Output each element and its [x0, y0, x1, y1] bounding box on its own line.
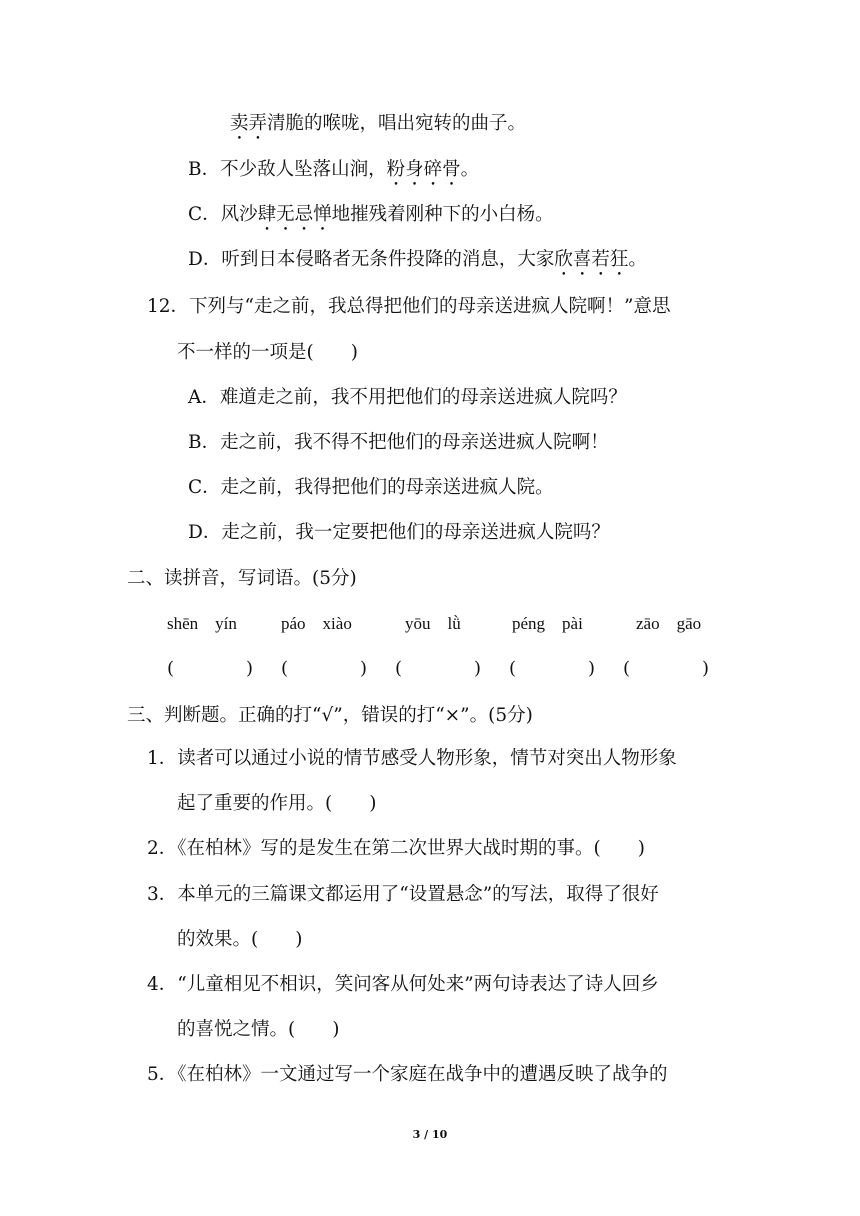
q12-option-b: B．走之前，我不得不把他们的母亲送进疯人院啊！: [188, 432, 609, 453]
q12-option-c: C．走之前，我得把他们的母亲送进疯人院。: [188, 477, 554, 498]
q12-stem-line1: 12．下列与“走之前，我总得把他们的母亲送进疯人院啊！”意思: [147, 296, 671, 317]
pinyin-2: páo xiào: [281, 614, 352, 633]
q12-stem-line2: 不一样的一项是( ): [177, 342, 358, 363]
section-2-title: 二、读拼音，写词语。(5分): [127, 568, 357, 589]
q11-option-a-tail: 卖弄清脆的喉咙，唱出宛转的曲子。: [230, 113, 527, 134]
q12-option-d: D．走之前，我一定要把他们的母亲送进疯人院吗？: [188, 522, 610, 543]
answer-blank-5[interactable]: ( ): [623, 658, 710, 679]
q11-option-b: B．不少敌人坠落山涧，粉身碎骨。: [188, 159, 480, 180]
emphasized-word: 欣喜若狂: [554, 249, 629, 270]
judge-1-line2: 起了重要的作用。( ): [177, 793, 377, 814]
emphasized-word: 肆无忌惮: [257, 204, 332, 225]
page-number: 3 / 10: [412, 1128, 448, 1141]
answer-blank-4[interactable]: ( ): [509, 658, 596, 679]
answer-blank-2[interactable]: ( ): [281, 658, 368, 679]
section-3-title: 三、判断题。正确的打“√”，错误的打“×”。(5分): [127, 705, 533, 726]
pinyin-1: shēn yín: [167, 614, 237, 633]
pinyin-3: yōu lǜ: [405, 614, 461, 633]
judge-2: 2．《在柏林》写的是发生在第二次世界大战时期的事。( ): [147, 838, 645, 859]
emphasized-word: 粉身碎骨: [386, 159, 461, 180]
judge-1-line1: 1．读者可以通过小说的情节感受人物形象，情节对突出人物形象: [147, 748, 677, 769]
pinyin-4: péng pài: [512, 614, 583, 633]
judge-3-line2: 的效果。( ): [177, 929, 303, 950]
judge-5-line1: 5．《在柏林》一文通过写一个家庭在战争中的遭遇反映了战争的: [147, 1064, 668, 1085]
q11-option-d: D．听到日本侵略者无条件投降的消息，大家欣喜若狂。: [188, 249, 647, 270]
answer-blank-3[interactable]: ( ): [395, 658, 482, 679]
judge-4-line2: 的喜悦之情。( ): [177, 1019, 340, 1040]
pinyin-5: zāo gāo: [636, 614, 702, 633]
judge-4-line1: 4．“儿童相见不相识，笑问客从何处来”两句诗表达了诗人回乡: [147, 974, 659, 995]
q12-option-a: A．难道走之前，我不用把他们的母亲送进疯人院吗？: [188, 387, 627, 408]
q11-option-c: C．风沙肆无忌惮地摧残着刚种下的小白杨。: [188, 204, 554, 225]
emphasized-word: 卖弄: [230, 113, 268, 134]
judge-3-line1: 3．本单元的三篇课文都运用了“设置悬念”的写法，取得了很好: [147, 884, 659, 905]
answer-blank-1[interactable]: ( ): [167, 658, 254, 679]
